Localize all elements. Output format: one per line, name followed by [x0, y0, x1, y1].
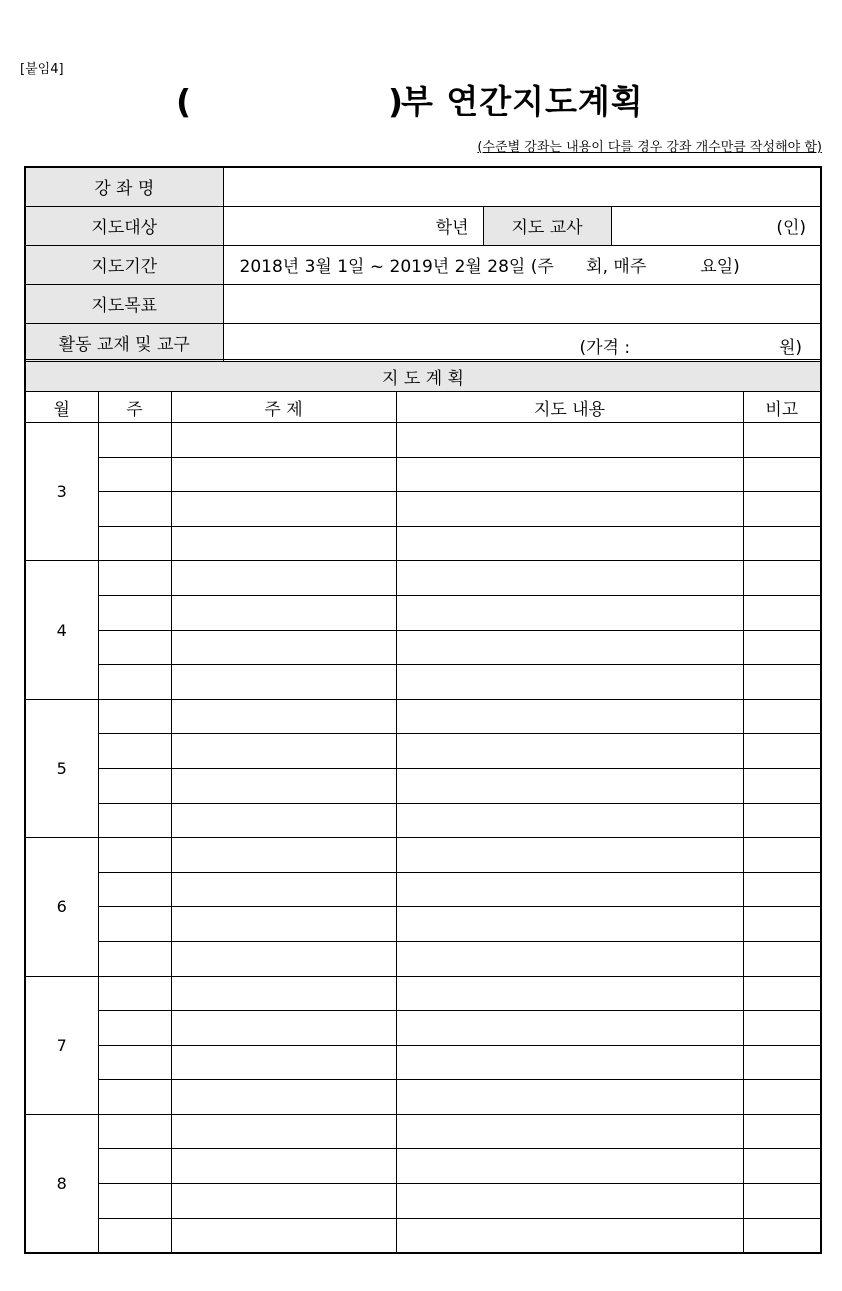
topic-cell[interactable]	[171, 595, 396, 630]
month-cell: 4	[25, 561, 98, 699]
week-cell[interactable]	[98, 734, 171, 769]
remarks-cell[interactable]	[743, 838, 821, 873]
topic-cell[interactable]	[171, 768, 396, 803]
content-cell[interactable]	[396, 1080, 743, 1115]
week-cell[interactable]	[98, 457, 171, 492]
content-cell[interactable]	[396, 838, 743, 873]
month-cell: 8	[25, 1114, 98, 1252]
table-row	[25, 526, 821, 561]
topic-cell[interactable]	[171, 803, 396, 838]
week-cell[interactable]	[98, 1080, 171, 1115]
table-row	[25, 838, 821, 873]
week-cell[interactable]	[98, 1184, 171, 1219]
topic-cell[interactable]	[171, 699, 396, 734]
page-title	[0, 78, 842, 126]
week-cell[interactable]	[98, 526, 171, 561]
plan-table	[24, 359, 822, 1254]
remarks-cell[interactable]	[743, 1011, 821, 1046]
week-cell[interactable]	[98, 838, 171, 873]
table-row	[25, 907, 821, 942]
topic-cell[interactable]	[171, 630, 396, 665]
table-row	[25, 457, 821, 492]
topic-cell[interactable]	[171, 1149, 396, 1184]
topic-cell[interactable]	[171, 1218, 396, 1253]
week-cell[interactable]	[98, 768, 171, 803]
topic-cell[interactable]	[171, 838, 396, 873]
week-cell[interactable]	[98, 907, 171, 942]
table-row	[25, 1114, 821, 1149]
remarks-cell[interactable]	[743, 941, 821, 976]
course-row	[25, 167, 821, 206]
table-row	[25, 1149, 821, 1184]
table-row	[25, 1045, 821, 1080]
seal-mark: (인)	[776, 218, 806, 238]
col-header-content: 지도 내용	[396, 392, 743, 423]
content-cell[interactable]	[396, 872, 743, 907]
topic-cell[interactable]	[171, 526, 396, 561]
table-row	[25, 1184, 821, 1219]
week-cell[interactable]	[98, 423, 171, 458]
remarks-cell[interactable]	[743, 630, 821, 665]
week-cell[interactable]	[98, 630, 171, 665]
week-cell[interactable]	[98, 1045, 171, 1080]
content-cell[interactable]	[396, 941, 743, 976]
topic-cell[interactable]	[171, 457, 396, 492]
month-cell: 5	[25, 699, 98, 837]
week-cell[interactable]	[98, 699, 171, 734]
content-cell[interactable]	[396, 665, 743, 700]
topic-cell[interactable]	[171, 1011, 396, 1046]
remarks-cell[interactable]	[743, 872, 821, 907]
topic-cell[interactable]	[171, 907, 396, 942]
remarks-cell[interactable]	[743, 526, 821, 561]
topic-cell[interactable]	[171, 423, 396, 458]
remarks-cell[interactable]	[743, 561, 821, 596]
price-unit: 원)	[778, 337, 802, 358]
content-cell[interactable]	[396, 1011, 743, 1046]
content-cell[interactable]	[396, 1149, 743, 1184]
table-row	[25, 699, 821, 734]
title-text: 부 연간지도계획	[401, 82, 644, 121]
week-cell[interactable]	[98, 1011, 171, 1046]
table-row	[25, 734, 821, 769]
content-cell[interactable]	[396, 907, 743, 942]
goal-row	[25, 284, 821, 323]
teacher-field[interactable]	[611, 206, 821, 245]
content-cell[interactable]	[396, 1184, 743, 1219]
topic-cell[interactable]	[171, 941, 396, 976]
grade-field[interactable]	[223, 206, 483, 245]
materials-label: 활동 교재 및 교구	[25, 323, 223, 362]
table-row	[25, 803, 821, 838]
target-row	[25, 206, 821, 245]
period-field[interactable]: 2018년 3월 1일 ~ 2019년 2월 28일 (주 회, 매주 요일)	[223, 245, 821, 284]
month-cell: 6	[25, 838, 98, 976]
table-row	[25, 561, 821, 596]
topic-cell[interactable]	[171, 1114, 396, 1149]
table-row	[25, 941, 821, 976]
content-cell[interactable]	[396, 768, 743, 803]
period-label: 지도기간	[25, 245, 223, 284]
content-cell[interactable]	[396, 423, 743, 458]
col-header-month: 월	[25, 392, 98, 423]
materials-row	[25, 323, 821, 362]
week-cell[interactable]	[98, 1114, 171, 1149]
content-cell[interactable]	[396, 734, 743, 769]
remarks-cell[interactable]	[743, 1218, 821, 1253]
col-header-week: 주	[98, 392, 171, 423]
content-cell[interactable]	[396, 457, 743, 492]
remarks-cell[interactable]	[743, 734, 821, 769]
content-cell[interactable]	[396, 1114, 743, 1149]
content-cell[interactable]	[396, 561, 743, 596]
col-header-remarks: 비고	[743, 392, 821, 423]
content-cell[interactable]	[396, 595, 743, 630]
remarks-cell[interactable]	[743, 976, 821, 1011]
title-close-paren: )	[388, 82, 404, 121]
remarks-cell[interactable]	[743, 423, 821, 458]
table-row	[25, 1218, 821, 1253]
course-label: 강 좌 명	[25, 167, 223, 206]
week-cell[interactable]	[98, 872, 171, 907]
month-cell: 7	[25, 976, 98, 1114]
topic-cell[interactable]	[171, 492, 396, 527]
week-cell[interactable]	[98, 561, 171, 596]
content-cell[interactable]	[396, 1218, 743, 1253]
week-cell[interactable]	[98, 976, 171, 1011]
remarks-cell[interactable]	[743, 907, 821, 942]
table-row	[25, 492, 821, 527]
table-row	[25, 423, 821, 458]
week-cell[interactable]	[98, 1218, 171, 1253]
remarks-cell[interactable]	[743, 665, 821, 700]
content-cell[interactable]	[396, 976, 743, 1011]
teacher-label: 지도 교사	[483, 206, 611, 245]
table-row	[25, 665, 821, 700]
week-cell[interactable]	[98, 665, 171, 700]
topic-cell[interactable]	[171, 665, 396, 700]
plan-column-headers	[25, 392, 821, 423]
instruction-note: (수준별 강좌는 내용이 다를 경우 강좌 개수만큼 작성해야 함)	[477, 140, 822, 155]
remarks-cell[interactable]	[743, 1045, 821, 1080]
remarks-cell[interactable]	[743, 457, 821, 492]
col-header-topic: 주 제	[171, 392, 396, 423]
content-cell[interactable]	[396, 699, 743, 734]
attachment-label: [붙임4]	[20, 62, 64, 77]
title-open-paren: (	[176, 82, 192, 121]
course-field[interactable]	[223, 167, 821, 206]
target-label: 지도대상	[25, 206, 223, 245]
week-cell[interactable]	[98, 941, 171, 976]
remarks-cell[interactable]	[743, 1149, 821, 1184]
content-cell[interactable]	[396, 492, 743, 527]
plan-section-title: 지 도 계 획	[25, 361, 821, 392]
topic-cell[interactable]	[171, 1080, 396, 1115]
table-row	[25, 630, 821, 665]
remarks-cell[interactable]	[743, 699, 821, 734]
content-cell[interactable]	[396, 630, 743, 665]
table-row	[25, 1011, 821, 1046]
topic-cell[interactable]	[171, 561, 396, 596]
month-cell: 3	[25, 423, 98, 561]
topic-cell[interactable]	[171, 734, 396, 769]
goal-label: 지도목표	[25, 284, 223, 323]
info-table	[24, 166, 822, 363]
topic-cell[interactable]	[171, 976, 396, 1011]
price-label: (가격 :	[579, 337, 631, 358]
content-cell[interactable]	[396, 526, 743, 561]
remarks-cell[interactable]	[743, 492, 821, 527]
remarks-cell[interactable]	[743, 803, 821, 838]
remarks-cell[interactable]	[743, 1184, 821, 1219]
week-cell[interactable]	[98, 1149, 171, 1184]
grade-suffix: 학년	[435, 218, 469, 238]
topic-cell[interactable]	[171, 872, 396, 907]
goal-field[interactable]	[223, 284, 821, 323]
topic-cell[interactable]	[171, 1184, 396, 1219]
table-row	[25, 595, 821, 630]
week-cell[interactable]	[98, 803, 171, 838]
content-cell[interactable]	[396, 803, 743, 838]
week-cell[interactable]	[98, 492, 171, 527]
remarks-cell[interactable]	[743, 1080, 821, 1115]
materials-field[interactable]	[223, 323, 821, 362]
table-row	[25, 872, 821, 907]
remarks-cell[interactable]	[743, 768, 821, 803]
table-row	[25, 768, 821, 803]
remarks-cell[interactable]	[743, 595, 821, 630]
table-row	[25, 1080, 821, 1115]
table-row	[25, 976, 821, 1011]
remarks-cell[interactable]	[743, 1114, 821, 1149]
week-cell[interactable]	[98, 595, 171, 630]
content-cell[interactable]	[396, 1045, 743, 1080]
period-row	[25, 245, 821, 284]
topic-cell[interactable]	[171, 1045, 396, 1080]
